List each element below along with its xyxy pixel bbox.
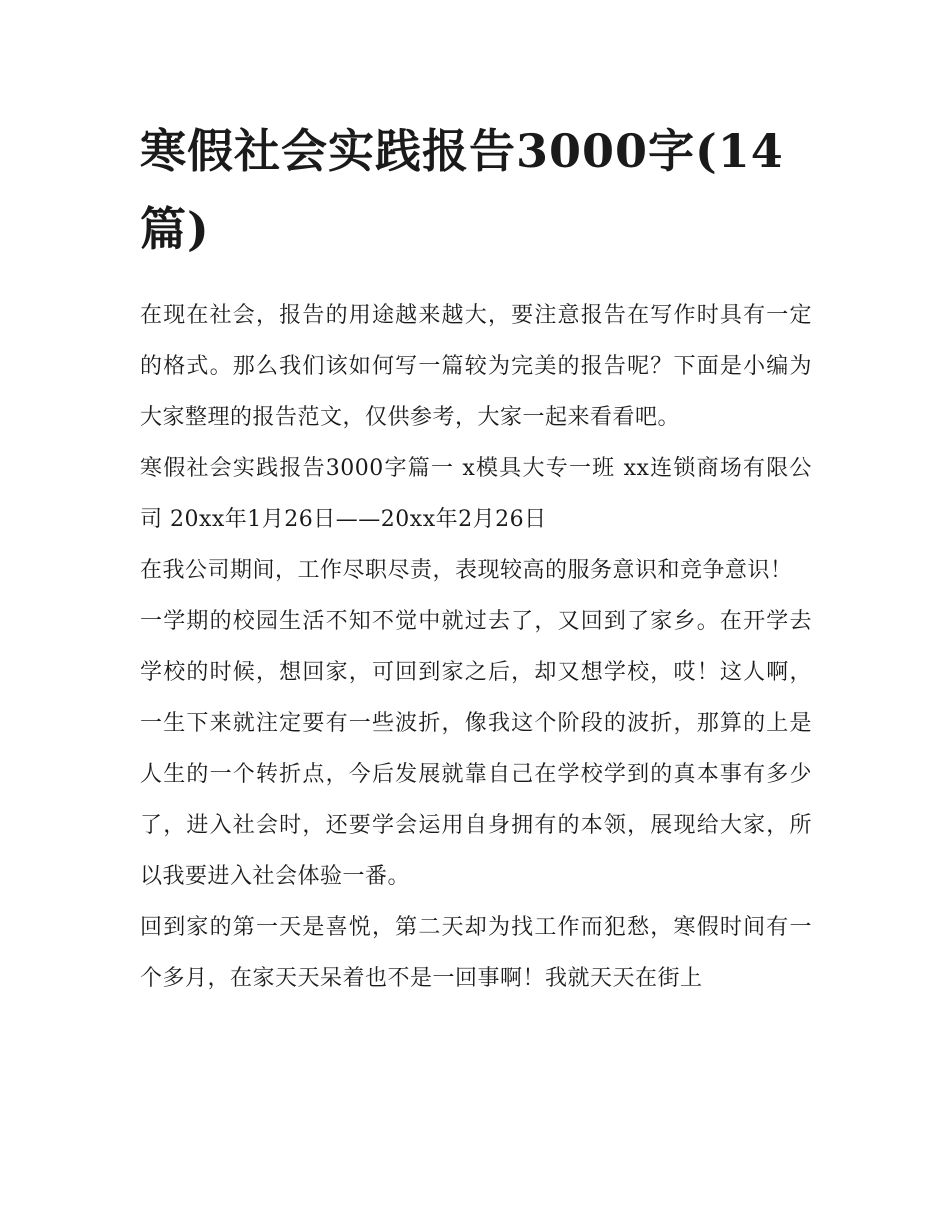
- paragraph-first-day: 回到家的第一天是喜悦，第二天却为找工作而犯愁，寒假时间有一个多月，在家天天呆着也不是一回事啊！我就天天在街上: [140, 915, 812, 991]
- paragraph-semester: 一学期的校园生活不知不觉中就过去了，又回到了家乡。在开学去学校的时候，想回家，可回到家之后，却又想学校，哎！这人啊，一生下来就注定要有一些波折，像我这个阶段的波折，那算的上是人生的一个转折点，今后发展就靠自己在学校学到的真本事有多少了，进入社会时，还要学会运用自身拥有的本领，展现给大家，所以我要进入社会体验一番。: [140, 609, 812, 889]
- document-title: 寒假社会实践报告3000字(14篇): [140, 124, 784, 256]
- paragraph-evaluation: 在我公司期间，工作尽职尽责，表现较高的服务意识和竞争意识！: [140, 558, 793, 583]
- paragraph-intro: 在现在社会，报告的用途越来越大，要注意报告在写作时具有一定的格式。那么我们该如何写一篇较为完美的报告呢？下面是小编为大家整理的报告范文，仅供参考，大家一起来看看吧。: [140, 303, 812, 430]
- document-page: [140, 112, 812, 1004]
- paragraph-report-header: 寒假社会实践报告3000字篇一 x模具大专一班 xx连锁商场有限公司 20xx年1月26日——20xx年2月26日: [140, 456, 812, 532]
